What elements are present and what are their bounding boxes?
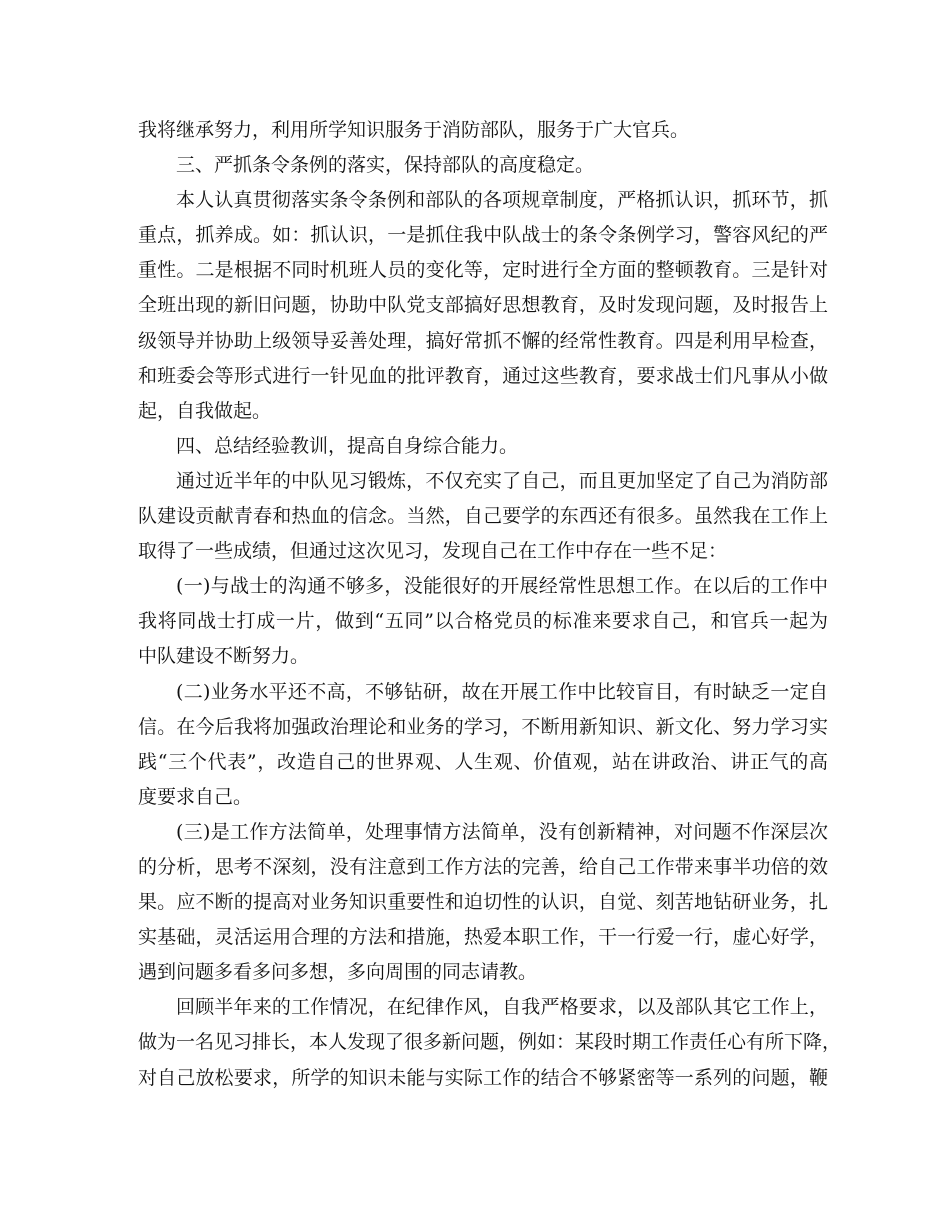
text-line: 我将继承努力，利用所学知识服务于消防部队，服务于广大官兵。 — [138, 119, 690, 141]
text-line: 践“三个代表”，改造自己的世界观、人生观、价值观，站在讲政治、讲正气的高 — [138, 750, 828, 773]
text-line: 通过近半年的中队见习锻炼，不仅充实了自己，而且更加坚定了自己为消防部 — [176, 469, 828, 492]
text-line: 我将同战士打成一片，做到“五同”以合格党员的标准来要求自己，和官兵一起为 — [138, 610, 828, 633]
text-line: 级领导并协助上级领导妥善处理，搞好常抓不懈的经常性教育。四是利用早检查， — [138, 329, 828, 352]
text-line: 取得了一些成绩，但通过这次见习，发现自己在工作中存在一些不足： — [138, 540, 728, 563]
text-line: 和班委会等形式进行一针见血的批评教育，通过这些教育，要求战士们凡事从小做 — [138, 364, 828, 387]
text-line: 重点，抓养成。如：抓认识，一是抓住我中队战士的条令条例学习，警容风纪的严 — [138, 224, 828, 247]
document-body — [138, 113, 842, 1096]
text-line: 队建设贡献青春和热血的信念。当然，自己要学的东西还有很多。虽然我在工作上 — [138, 505, 828, 528]
text-line: 信。在今后我将加强政治理论和业务的学习，不断用新知识、新文化、努力学习实 — [138, 715, 828, 738]
text-line: (二)业务水平还不高，不够钻研，故在开展工作中比较盲目，有时缺乏一定自 — [176, 680, 828, 703]
text-line: 的分析，思考不深刻，没有注意到工作方法的完善，给自己工作带来事半功倍的效 — [138, 855, 828, 878]
text-line: 起，自我做起。 — [138, 399, 272, 422]
text-line: (三)是工作方法简单，处理事情方法简单，没有创新精神，对问题不作深层次 — [176, 820, 828, 843]
text-line: 中队建设不断努力。 — [138, 645, 310, 668]
text-line: 做为一名见习排长，本人发现了很多新问题，例如：某段时期工作责任心有所下降， — [138, 1031, 842, 1054]
text-line: 遇到问题多看多问多想，多向周围的同志请教。 — [138, 961, 538, 984]
text-line: 全班出现的新旧问题，协助中队党支部搞好思想教育，及时发现问题，及时报告上 — [138, 294, 828, 317]
text-line: 实基础，灵活运用合理的方法和措施，热爱本职工作，干一行爱一行，虚心好学， — [138, 926, 828, 949]
text-line: 三、严抓条令条例的落实，保持部队的高度稳定。 — [176, 154, 595, 177]
text-line: 本人认真贯彻落实条令条例和部队的各项规章制度，严格抓认识，抓环节，抓 — [176, 189, 828, 212]
text-line: 度要求自己。 — [138, 785, 253, 808]
text-line: 果。应不断的提高对业务知识重要性和迫切性的认识，自觉、刻苦地钻研业务，扎 — [138, 891, 828, 914]
text-line: 重性。二是根据不同时机班人员的变化等，定时进行全方面的整顿教育。三是针对 — [138, 259, 828, 282]
text-line: 四、总结经验教训，提高自身综合能力。 — [176, 434, 519, 457]
text-line: 回顾半年来的工作情况，在纪律作风，自我严格要求，以及部队其它工作上， — [176, 996, 828, 1019]
text-line: (一)与战士的沟通不够多，没能很好的开展经常性思想工作。在以后的工作中 — [176, 575, 828, 598]
text-line: 对自己放松要求，所学的知识未能与实际工作的结合不够紧密等一系列的问题，鞭 — [138, 1066, 828, 1089]
